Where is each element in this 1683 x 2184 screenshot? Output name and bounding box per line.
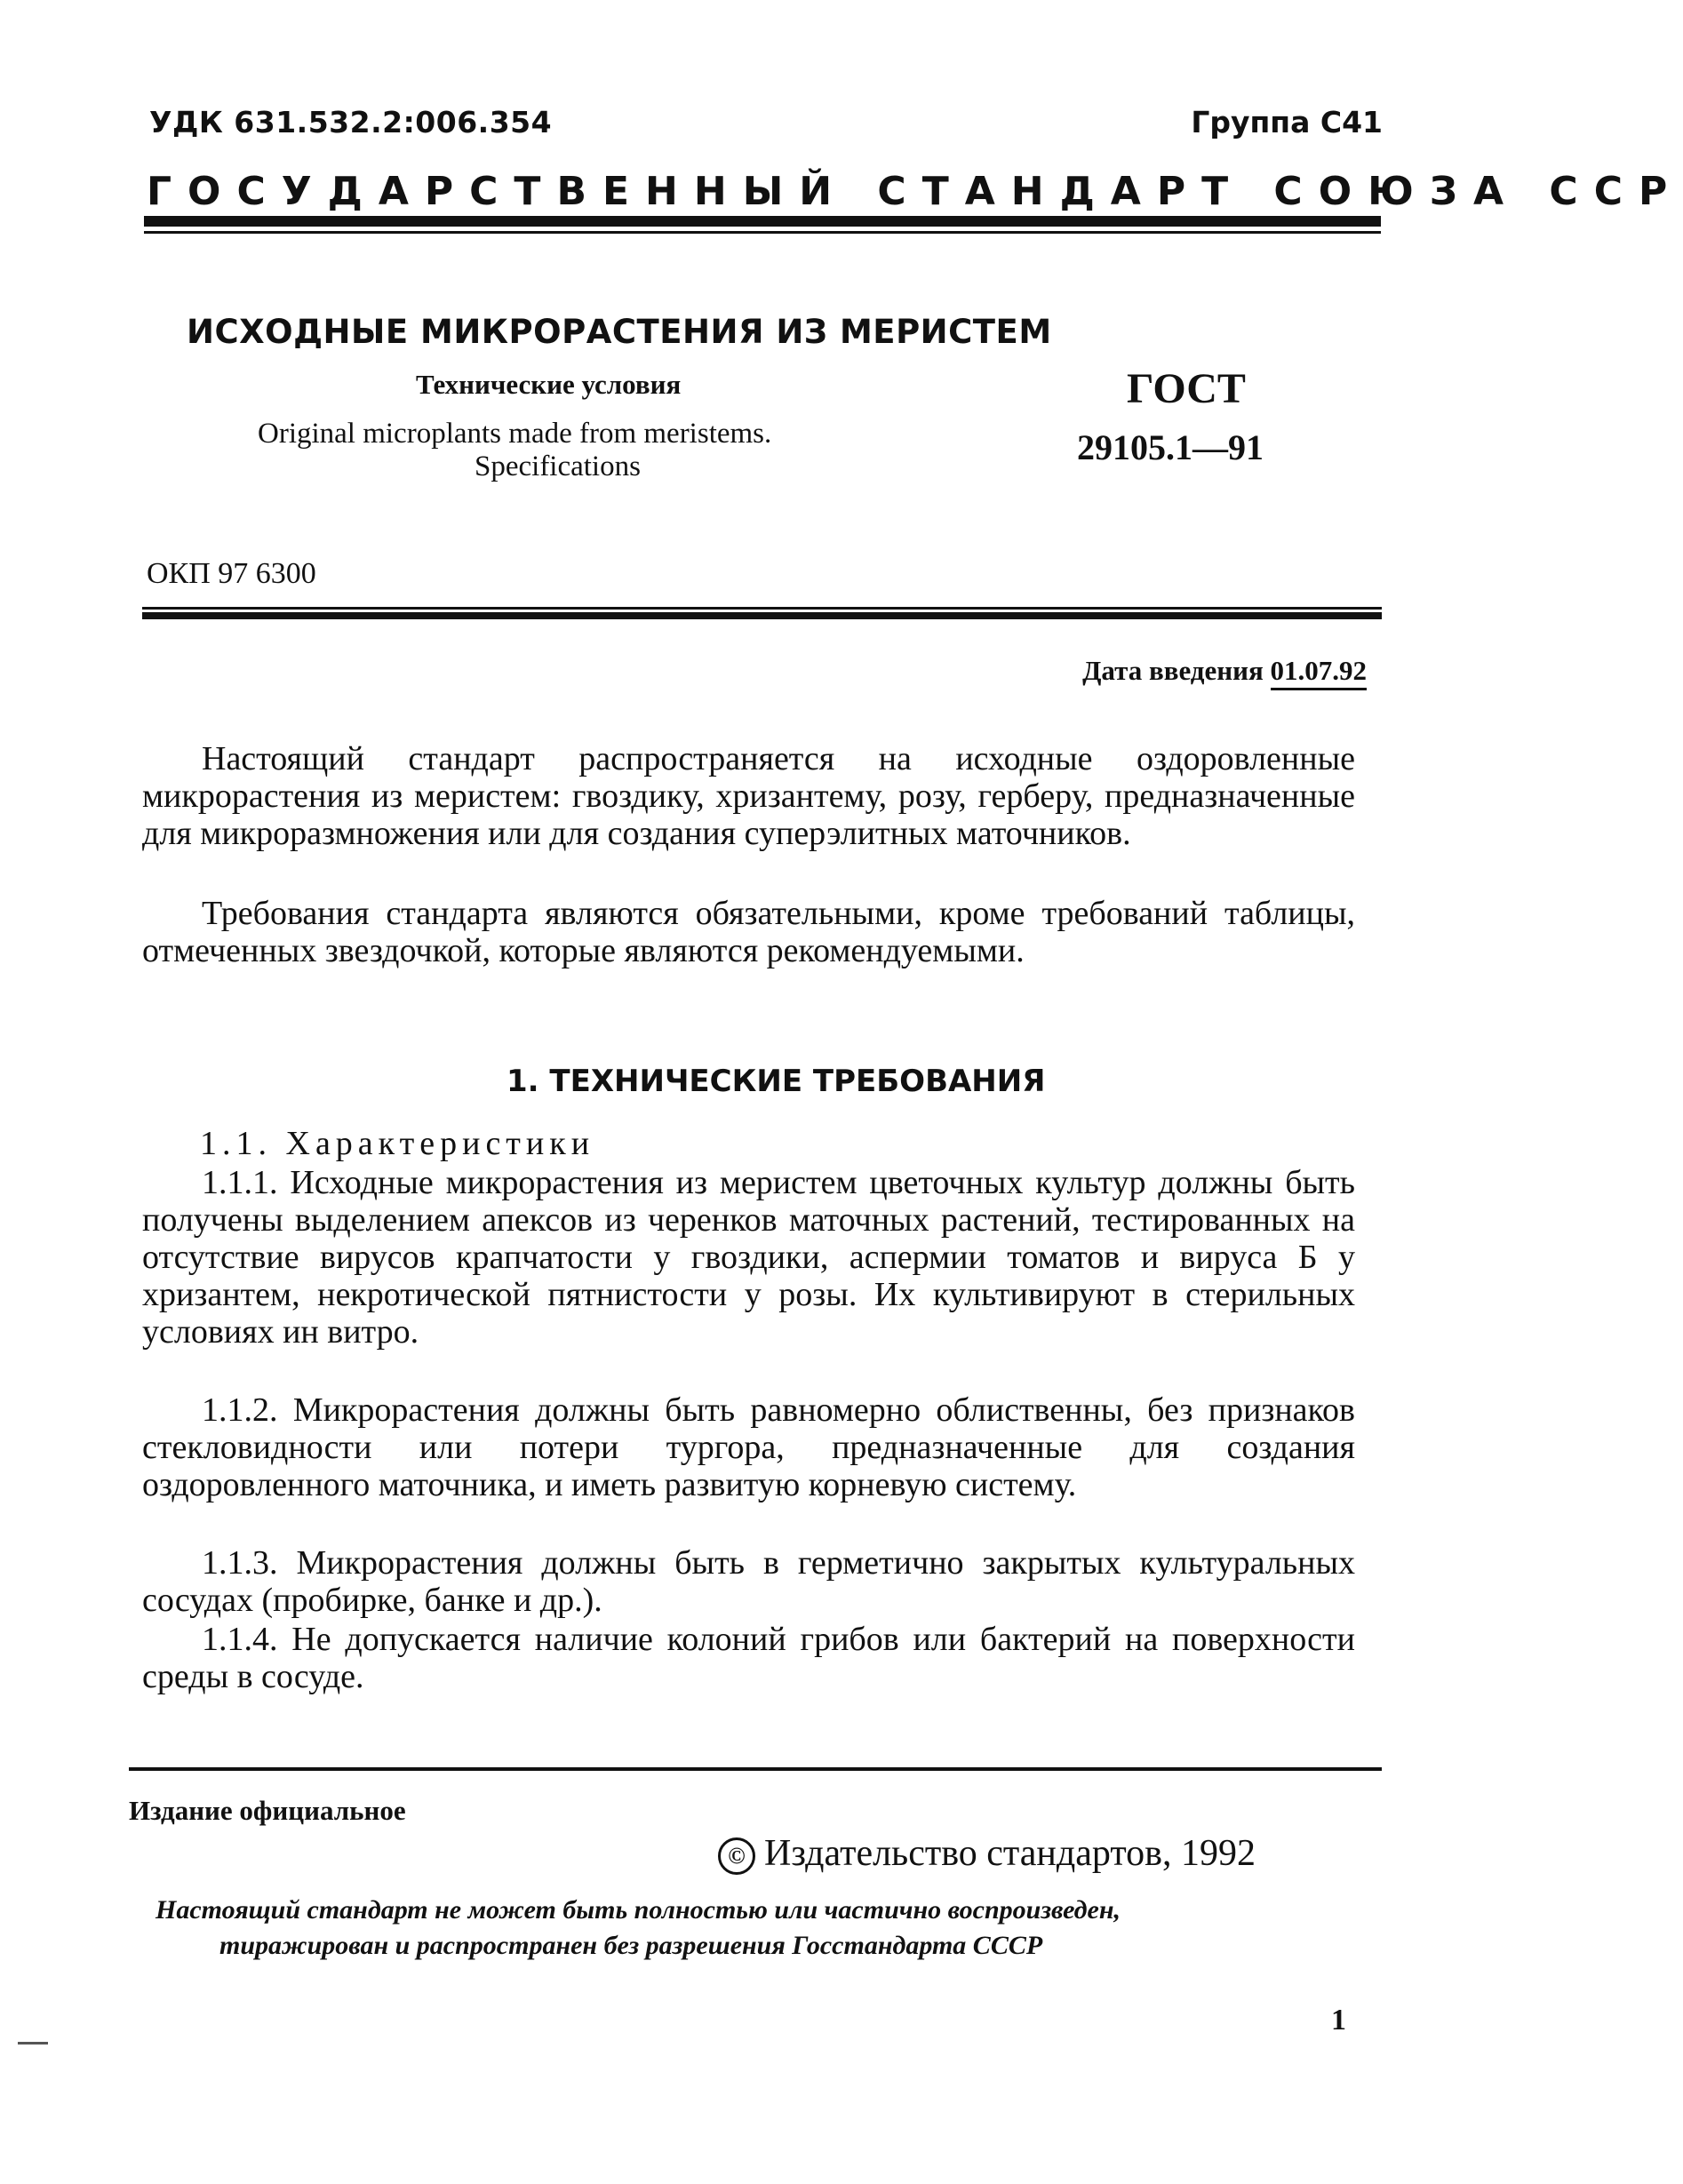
- official-edition-label: Издание официальное: [129, 1795, 406, 1826]
- okp-rule-thick: [142, 612, 1382, 619]
- paragraph-1-1-2: 1.1.2. Микрорастения должны быть равномерно облиственны, без признаков стекловидности или потери тургора, предназначенные для создания оздоровленного маточника, и иметь развитую корневую систему.: [142, 1391, 1355, 1503]
- gost-number: 29105.1—91: [1077, 427, 1264, 467]
- footer-rule: [129, 1767, 1382, 1771]
- copyright-text: Издательство стандартов, 1992: [764, 1833, 1256, 1874]
- gost-label: ГОСТ: [1127, 365, 1246, 412]
- paragraph-scope: Настоящий стандарт распространяется на исходные оздоровленные микрорастения из меристем: гвоздику, хризантему, розу, герберу, предназначенные для микроразмножения или для создания суперэлитных маточников.: [142, 740, 1355, 852]
- okp-code: ОКП 97 6300: [147, 557, 316, 590]
- introduction-date: [1082, 655, 1367, 687]
- paragraph-1-1-3: 1.1.3. Микрорастения должны быть в герметично закрытых культуральных сосудах (пробирке, банке и др.).: [142, 1544, 1355, 1619]
- technical-conditions-label: Технические условия: [416, 369, 682, 400]
- header-rule-thin: [144, 231, 1381, 234]
- okp-rule-thin: [142, 607, 1382, 610]
- copyright-line: [718, 1832, 1256, 1875]
- paragraph-1-1-1: 1.1.1. Исходные микрорастения из меристем цветочных культур должны быть получены выделением апексов из черенков маточных растений, тестированных на отсутствие вирусов крапчатости у гвоздики, аспермии томатов и вируса Б у хризантем, некротической пятнистости у розы. Их культивируют в стерильных условиях ин витро.: [142, 1164, 1355, 1351]
- introduction-date-label: Дата введения: [1082, 655, 1264, 686]
- introduction-date-value: 01.07.92: [1271, 655, 1368, 690]
- english-title-line1: Original microplants made from meristems.: [258, 418, 772, 450]
- reproduction-notice-line1: Настоящий стандарт не может быть полностью или частично воспроизведен,: [156, 1895, 1121, 1925]
- reproduction-notice-line2: тиражирован и распространен без разрешения Госстандарта СССР: [219, 1931, 1043, 1960]
- group-code: Группа С41: [1191, 105, 1383, 139]
- scan-edge-mark: [18, 2042, 48, 2045]
- copyright-icon: ©: [718, 1837, 755, 1875]
- paragraph-1-1-4: 1.1.4. Не допускается наличие колоний грибов или бактерий на поверхности среды в сосуде.: [142, 1621, 1355, 1695]
- subsection-heading: 1.1. Характеристики: [200, 1125, 595, 1162]
- state-standard-heading: ГОСУДАРСТВЕННЫЙ СТАНДАРТ СОЮЗА ССР: [147, 169, 1683, 214]
- udk-code: УДК 631.532.2:006.354: [149, 105, 553, 139]
- page-number: 1: [1331, 2004, 1346, 2037]
- document-title: ИСХОДНЫЕ МИКРОРАСТЕНИЯ ИЗ МЕРИСТЕМ: [187, 313, 1052, 351]
- english-title-line2: Specifications: [475, 450, 641, 482]
- header-rule-thick: [144, 216, 1381, 227]
- section-heading: 1. ТЕХНИЧЕСКИЕ ТРЕБОВАНИЯ: [506, 1064, 1046, 1099]
- paragraph-requirements-note: Требования стандарта являются обязательными, кроме требований таблицы, отмеченных звездочкой, которые являются рекомендуемыми.: [142, 895, 1355, 969]
